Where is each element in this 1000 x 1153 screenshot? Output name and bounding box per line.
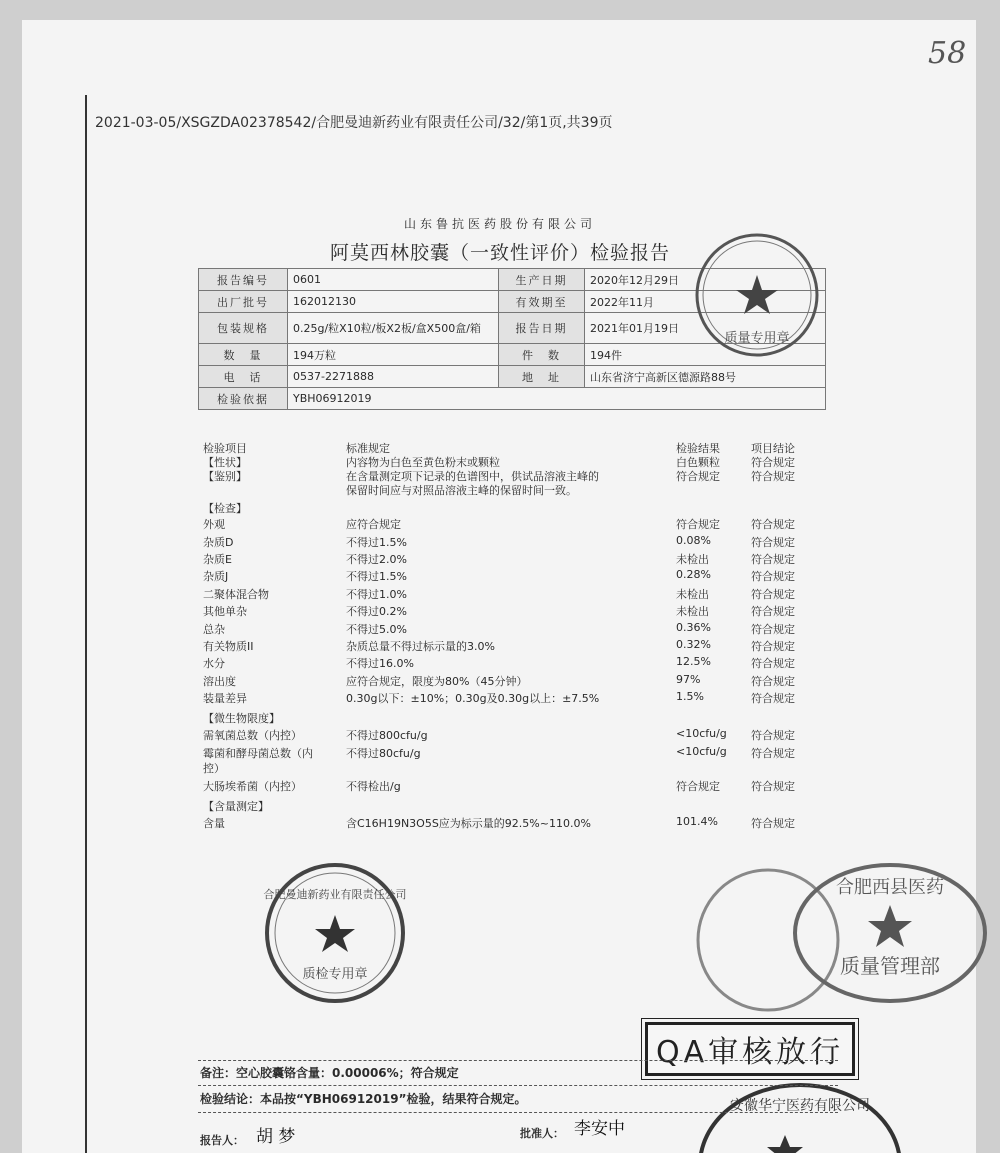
phone: 0537-2271888 xyxy=(288,366,499,388)
result-conclusion: 符合规定 xyxy=(751,570,795,583)
result-item: 水分 xyxy=(203,657,225,670)
feixi-stamps xyxy=(690,855,990,1015)
conclusion: 检验结论：本品按“YBH06912019”检验，结果符合规定。 xyxy=(200,1092,527,1106)
result-conclusion: 符合规定 xyxy=(751,692,795,705)
result-item: 【性状】 xyxy=(203,456,247,469)
bottom-right-stamp-text: 安徽华宁医药有限公司 xyxy=(730,1098,870,1114)
result-value: <10cfu/g xyxy=(676,727,727,740)
result-item: 霉菌和酵母菌总数（内 xyxy=(203,747,313,760)
result-standard: 不得过1.5% xyxy=(346,570,407,583)
result-standard: 不得过1.5% xyxy=(346,536,407,549)
header-item: 检验项目 xyxy=(203,442,247,455)
star-icon xyxy=(315,915,355,952)
result-standard: 不得过16.0% xyxy=(346,657,414,670)
result-conclusion: 符合规定 xyxy=(751,729,795,742)
result-conclusion: 符合规定 xyxy=(751,817,795,830)
result-conclusion: 符合规定 xyxy=(751,518,795,531)
result-item: 二聚体混合物 xyxy=(203,588,269,601)
reporter-signature: 胡 梦 xyxy=(256,1127,296,1147)
report-title: 阿莫西林胶囊（一致性评价）检验报告 xyxy=(329,242,670,264)
result-item: 【检查】 xyxy=(203,502,247,515)
result-item: 装量差异 xyxy=(203,692,247,705)
result-standard: 保留时间应与对照品溶液主峰的保留时间一致。 xyxy=(346,484,577,497)
pack-label: 包装规格 xyxy=(199,313,288,344)
result-value: 符合规定 xyxy=(676,470,720,483)
basis: YBH06912019 xyxy=(288,388,826,410)
result-standard: 不得过0.2% xyxy=(346,605,407,618)
divider xyxy=(198,1060,838,1061)
result-standard: 内容物为白色至黄色粉末或颗粒 xyxy=(346,456,500,469)
result-standard: 杂质总量不得过标示量的3.0% xyxy=(346,640,495,653)
reporter-label: 报告人： xyxy=(200,1134,244,1147)
result-item: 含量 xyxy=(203,817,225,830)
result-item: 溶出度 xyxy=(203,675,236,688)
result-standard: 0.30g以下：±10%；0.30g及0.30g以上：±7.5% xyxy=(346,692,600,705)
quality-stamp xyxy=(692,230,822,360)
result-conclusion: 符合规定 xyxy=(751,536,795,549)
result-value: 未检出 xyxy=(676,588,709,601)
result-standard: 应符合规定 xyxy=(346,518,401,531)
result-standard: 不得过80cfu/g xyxy=(346,747,421,760)
quality-stamp-text: 质量专用章 xyxy=(724,331,790,346)
report-date-label: 报告日期 xyxy=(499,313,585,344)
result-conclusion: 符合规定 xyxy=(751,657,795,670)
result-item: 杂质E xyxy=(203,553,232,566)
report-no: 0601 xyxy=(288,269,499,291)
hefei-stamp-text: 合肥曼迪新药业有限责任公司 xyxy=(263,888,407,901)
expiry-label: 有效期至 xyxy=(499,291,585,313)
result-item: 控） xyxy=(203,762,225,775)
file-header: 2021-03-05/XSGZDA02378542/合肥曼迪新药业有限责任公司/32/第1页,共39页 xyxy=(95,115,613,131)
result-conclusion: 符合规定 xyxy=(751,747,795,760)
feixi-stamp-text: 合肥西县医药 xyxy=(836,877,944,898)
batch: 162012130 xyxy=(288,291,499,313)
result-conclusion: 符合规定 xyxy=(751,470,795,483)
handwritten-page-number: 58 xyxy=(928,36,967,71)
result-standard: 不得过1.0% xyxy=(346,588,407,601)
result-value: 白色颗粒 xyxy=(676,456,720,469)
phone-label: 电 话 xyxy=(199,366,288,388)
batch-label: 出厂批号 xyxy=(199,291,288,313)
hefei-stamp xyxy=(262,860,408,1006)
report-no-label: 报告编号 xyxy=(199,269,288,291)
result-value: 符合规定 xyxy=(676,518,720,531)
result-value: 0.32% xyxy=(676,638,711,651)
feixi-stamp-bottom: 质量管理部 xyxy=(840,954,940,978)
result-value: 未检出 xyxy=(676,553,709,566)
result-value: 1.5% xyxy=(676,690,704,703)
result-item: 外观 xyxy=(203,518,225,531)
result-value: 12.5% xyxy=(676,655,711,668)
result-standard: 含C16H19N3O5S应为标示量的92.5%~110.0% xyxy=(346,817,591,830)
address: 山东省济宁高新区德源路88号 xyxy=(585,366,826,388)
result-value: 符合规定 xyxy=(676,780,720,793)
header-conclusion: 项目结论 xyxy=(751,442,795,455)
result-conclusion: 符合规定 xyxy=(751,780,795,793)
result-value: <10cfu/g xyxy=(676,745,727,758)
approver-label: 批准人： xyxy=(520,1127,564,1140)
result-standard: 不得检出/g xyxy=(346,780,401,793)
result-standard: 不得过2.0% xyxy=(346,553,407,566)
result-value: 未检出 xyxy=(676,605,709,618)
result-standard: 不得过5.0% xyxy=(346,623,407,636)
prod-date: 2020年12月29日 xyxy=(585,269,826,291)
qty-label: 数 量 xyxy=(199,344,288,366)
result-item: 需氧菌总数（内控） xyxy=(203,729,302,742)
result-value: 97% xyxy=(676,673,701,686)
prod-date-label: 生产日期 xyxy=(499,269,585,291)
result-conclusion: 符合规定 xyxy=(751,640,795,653)
hefei-stamp-bottom: 质检专用章 xyxy=(302,967,368,982)
header-result: 检验结果 xyxy=(676,442,720,455)
result-item: 大肠埃希菌（内控） xyxy=(203,780,302,793)
result-conclusion: 符合规定 xyxy=(751,675,795,688)
pack: 0.25g/粒X10粒/板X2板/盒X500盒/箱 xyxy=(288,313,499,344)
star-icon xyxy=(767,1135,803,1153)
basis-label: 检验依据 xyxy=(199,388,288,410)
result-item: 【鉴别】 xyxy=(203,470,247,483)
result-item: 【微生物限度】 xyxy=(203,712,280,725)
result-item: 有关物质II xyxy=(203,640,254,653)
header-standard: 标准规定 xyxy=(346,442,390,455)
pieces: 194件 xyxy=(585,344,826,366)
bottom-right-stamp xyxy=(690,1075,910,1153)
result-conclusion: 符合规定 xyxy=(751,456,795,469)
result-item: 其他单杂 xyxy=(203,605,247,618)
expiry: 2022年11月 xyxy=(585,291,826,313)
pieces-label: 件 数 xyxy=(499,344,585,366)
result-value: 0.28% xyxy=(676,568,711,581)
result-conclusion: 符合规定 xyxy=(751,623,795,636)
star-icon xyxy=(868,905,912,947)
address-label: 地 址 xyxy=(499,366,585,388)
company-name: 山东鲁抗医药股份有限公司 xyxy=(403,217,596,231)
result-standard: 不得过800cfu/g xyxy=(346,729,428,742)
result-conclusion: 符合规定 xyxy=(751,605,795,618)
approver-signature: 李安中 xyxy=(574,1119,625,1139)
result-value: 0.36% xyxy=(676,621,711,634)
result-standard: 应符合规定，限度为80%（45分钟） xyxy=(346,675,528,688)
result-item: 杂质J xyxy=(203,570,229,583)
remark: 备注：空心胶囊铬含量：0.00006%；符合规定 xyxy=(200,1066,459,1080)
result-conclusion: 符合规定 xyxy=(751,588,795,601)
divider xyxy=(198,1112,838,1113)
qty: 194万粒 xyxy=(288,344,499,366)
qa-release-stamp: QA审核放行 xyxy=(645,1022,855,1076)
result-standard: 在含量测定项下记录的色谱图中，供试品溶液主峰的 xyxy=(346,470,599,483)
result-conclusion: 符合规定 xyxy=(751,553,795,566)
result-item: 杂质D xyxy=(203,536,234,549)
divider xyxy=(198,1085,838,1086)
report-date: 2021年01月19日 xyxy=(585,313,826,344)
result-value: 101.4% xyxy=(676,815,718,828)
result-item: 总杂 xyxy=(203,623,225,636)
star-icon xyxy=(736,275,778,314)
result-value: 0.08% xyxy=(676,534,711,547)
result-item: 【含量测定】 xyxy=(203,800,269,813)
